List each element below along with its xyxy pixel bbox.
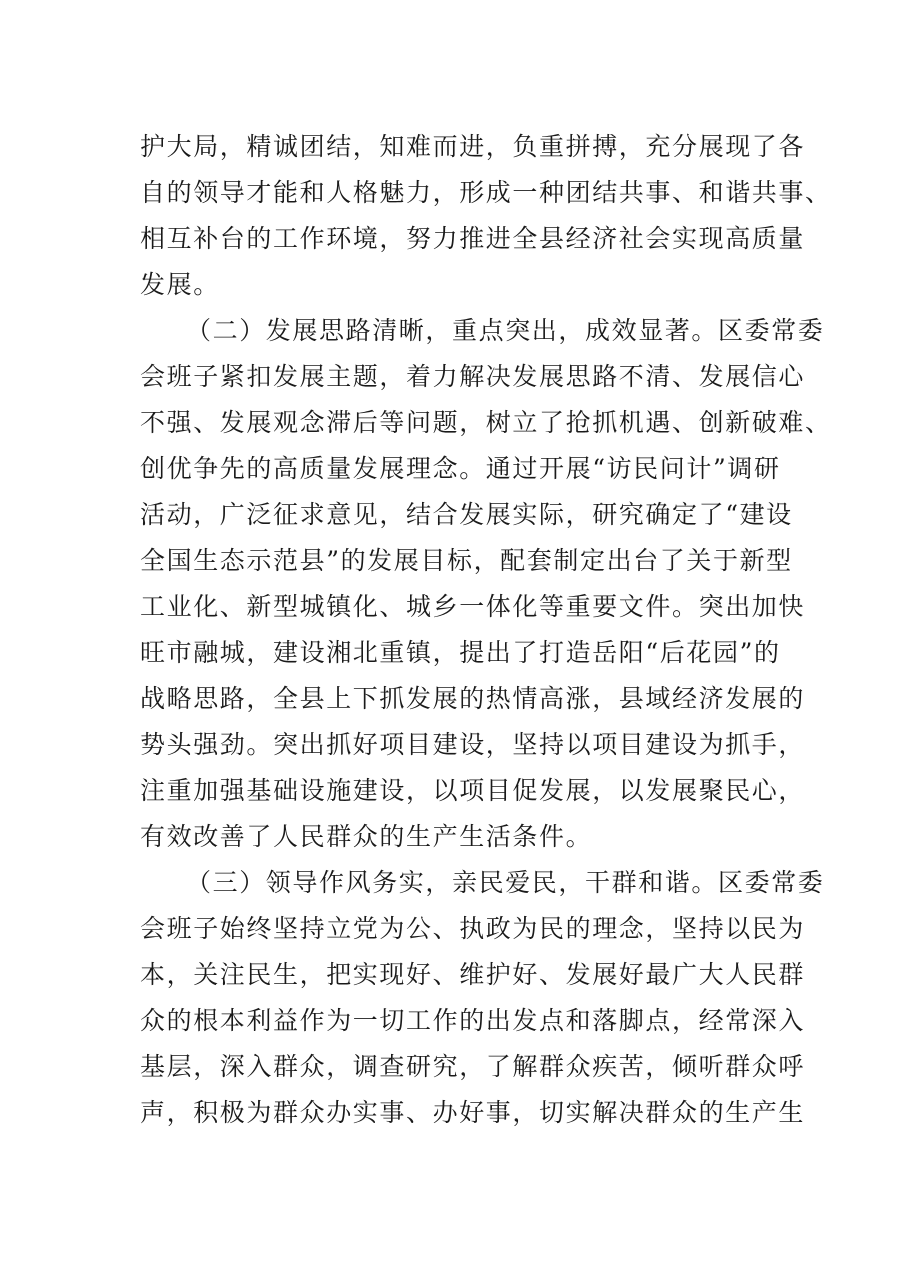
text-line: 不强、发展观念滞后等问题，树立了抢抓机遇、创新破难、 xyxy=(140,408,832,437)
text-line: 护大局，精诚团结，知难而进，负重拼搏，充分展现了各 xyxy=(140,132,806,161)
text-line: 会班子始终坚持立党为公、执政为民的理念，坚持以民为 xyxy=(140,914,806,943)
text-line: 旺市融城，建设湘北重镇，提出了打造岳阳“后花园”的 xyxy=(140,638,781,667)
text-line: 相互补台的工作环境，努力推进全县经济社会实现高质量 xyxy=(140,224,806,253)
text-line: 声，积极为群众办实事、办好事，切实解决群众的生产生 xyxy=(140,1098,806,1127)
text-line: 会班子紧扣发展主题，着力解决发展思路不清、发展信心 xyxy=(140,362,806,391)
text-line: 自的领导才能和人格魅力，形成一种团结共事、和谐共事、 xyxy=(140,178,832,207)
paragraph-3 xyxy=(140,860,825,1136)
text-line: 本，关注民生，把实现好、维护好、发展好最广大人民群 xyxy=(140,960,806,989)
paragraph-2 xyxy=(140,308,832,860)
text-line: （三）领导作风务实，亲民爱民，干群和谐。区委常委 xyxy=(186,868,825,897)
text-line: （二）发展思路清晰，重点突出，成效显著。区委常委 xyxy=(186,316,825,345)
text-line: 基层，深入群众，调查研究，了解群众疾苦，倾听群众呼 xyxy=(140,1052,806,1081)
text-line: 全国生态示范县”的发展目标，配套制定出台了关于新型 xyxy=(140,546,793,575)
text-line: 发展。 xyxy=(140,270,220,299)
text-line: 注重加强基础设施建设，以项目促发展，以发展聚民心， xyxy=(140,776,806,805)
paragraph-1 xyxy=(140,124,832,308)
text-line: 众的根本利益作为一切工作的出发点和落脚点，经常深入 xyxy=(140,1006,806,1035)
document-body xyxy=(140,124,832,1136)
text-line: 势头强劲。突出抓好项目建设，坚持以项目建设为抓手， xyxy=(140,730,806,759)
text-line: 工业化、新型城镇化、城乡一体化等重要文件。突出加快 xyxy=(140,592,806,621)
text-line: 创优争先的高质量发展理念。通过开展“访民问计”调研 xyxy=(140,454,781,483)
text-line: 有效改善了人民群众的生产生活条件。 xyxy=(140,822,593,851)
text-line: 活动，广泛征求意见，结合发展实际，研究确定了“建设 xyxy=(140,500,793,529)
text-line: 战略思路，全县上下抓发展的热情高涨，县域经济发展的 xyxy=(140,684,806,713)
